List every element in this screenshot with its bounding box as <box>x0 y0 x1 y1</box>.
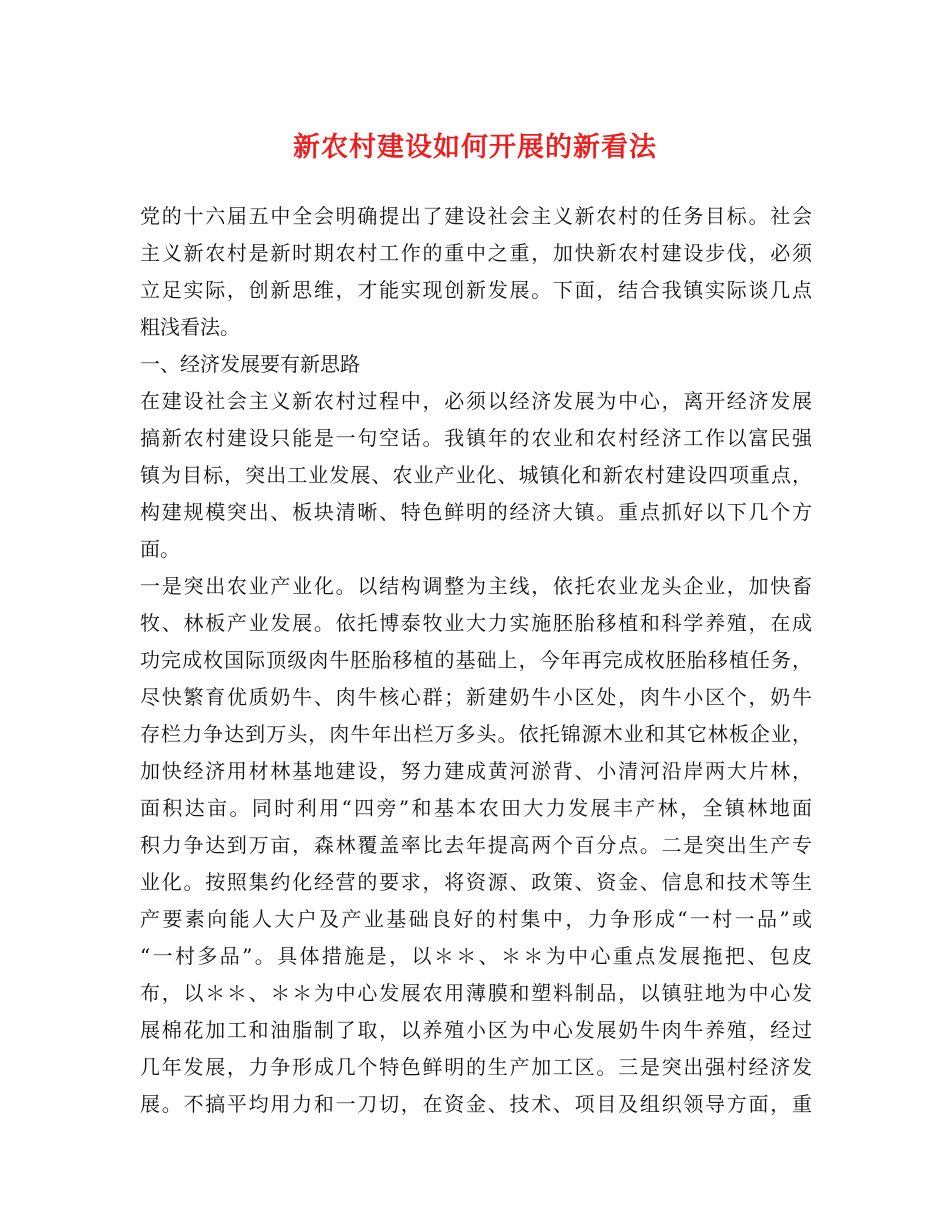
text-line: 展。不搞平均用力和一刀切，在资金、技术、项目及组织领导方面，重 <box>140 1092 812 1116</box>
text-line: 加快经济用材林基地建设，努力建成黄河淤背、小清河沿岸两大片林， <box>140 759 812 783</box>
text-line: 构建规模突出、板块清晰、特色鲜明的经济大镇。重点抓好以下几个方 <box>140 500 812 524</box>
text-line: 存栏力争达到万头，肉牛年出栏万多头。依托锦源木业和其它林板企业， <box>140 722 812 746</box>
document-body <box>140 198 812 1123</box>
text-line: “一村多品”。具体措施是，以＊＊、＊＊为中心重点发展拖把、包皮 <box>140 944 812 968</box>
text-line: 积力争达到万亩，森林覆盖率比去年提高两个百分点。二是突出生产专 <box>140 833 812 857</box>
text-line: 在建设社会主义新农村过程中，必须以经济发展为中心，离开经济发展 <box>140 389 812 413</box>
text-line: 一是突出农业产业化。以结构调整为主线，依托农业龙头企业，加快畜 <box>140 574 812 598</box>
text-line: 几年发展，力争形成几个特色鲜明的生产加工区。三是突出强村经济发 <box>140 1055 812 1079</box>
text-line: 产要素向能人大户及产业基础良好的村集中，力争形成“一村一品”或 <box>140 907 812 931</box>
text-line: 粗浅看法。 <box>140 315 240 339</box>
document-title: 新农村建设如何开展的新看法 <box>293 132 657 163</box>
text-line: 搞新农村建设只能是一句空话。我镇年的农业和农村经济工作以富民强 <box>140 426 812 450</box>
text-line: 功完成枚国际顶级肉牛胚胎移植的基础上，今年再完成枚胚胎移植任务， <box>140 648 812 672</box>
text-line: 布，以＊＊、＊＊为中心发展农用薄膜和塑料制品，以镇驻地为中心发 <box>140 981 812 1005</box>
text-line: 一、经济发展要有新思路 <box>140 352 360 376</box>
text-line: 牧、林板产业发展。依托博泰牧业大力实施胚胎移植和科学养殖，在成 <box>140 611 812 635</box>
text-line: 党的十六届五中全会明确提出了建设社会主义新农村的任务目标。社会 <box>140 204 812 228</box>
text-line: 面积达亩。同时利用“四旁”和基本农田大力发展丰产林，全镇林地面 <box>140 796 812 820</box>
text-line: 镇为目标，突出工业发展、农业产业化、城镇化和新农村建设四项重点， <box>140 463 812 487</box>
text-line: 面。 <box>140 537 180 561</box>
text-line: 立足实际，创新思维，才能实现创新发展。下面，结合我镇实际谈几点 <box>140 278 812 302</box>
text-line: 主义新农村是新时期农村工作的重中之重，加快新农村建设步伐，必须 <box>140 241 812 265</box>
text-line: 尽快繁育优质奶牛、肉牛核心群；新建奶牛小区处，肉牛小区个，奶牛 <box>140 685 812 709</box>
text-line: 业化。按照集约化经营的要求，将资源、政策、资金、信息和技术等生 <box>140 870 812 894</box>
text-line: 展棉花加工和油脂制了取，以养殖小区为中心发展奶牛肉牛养殖，经过 <box>140 1018 812 1042</box>
